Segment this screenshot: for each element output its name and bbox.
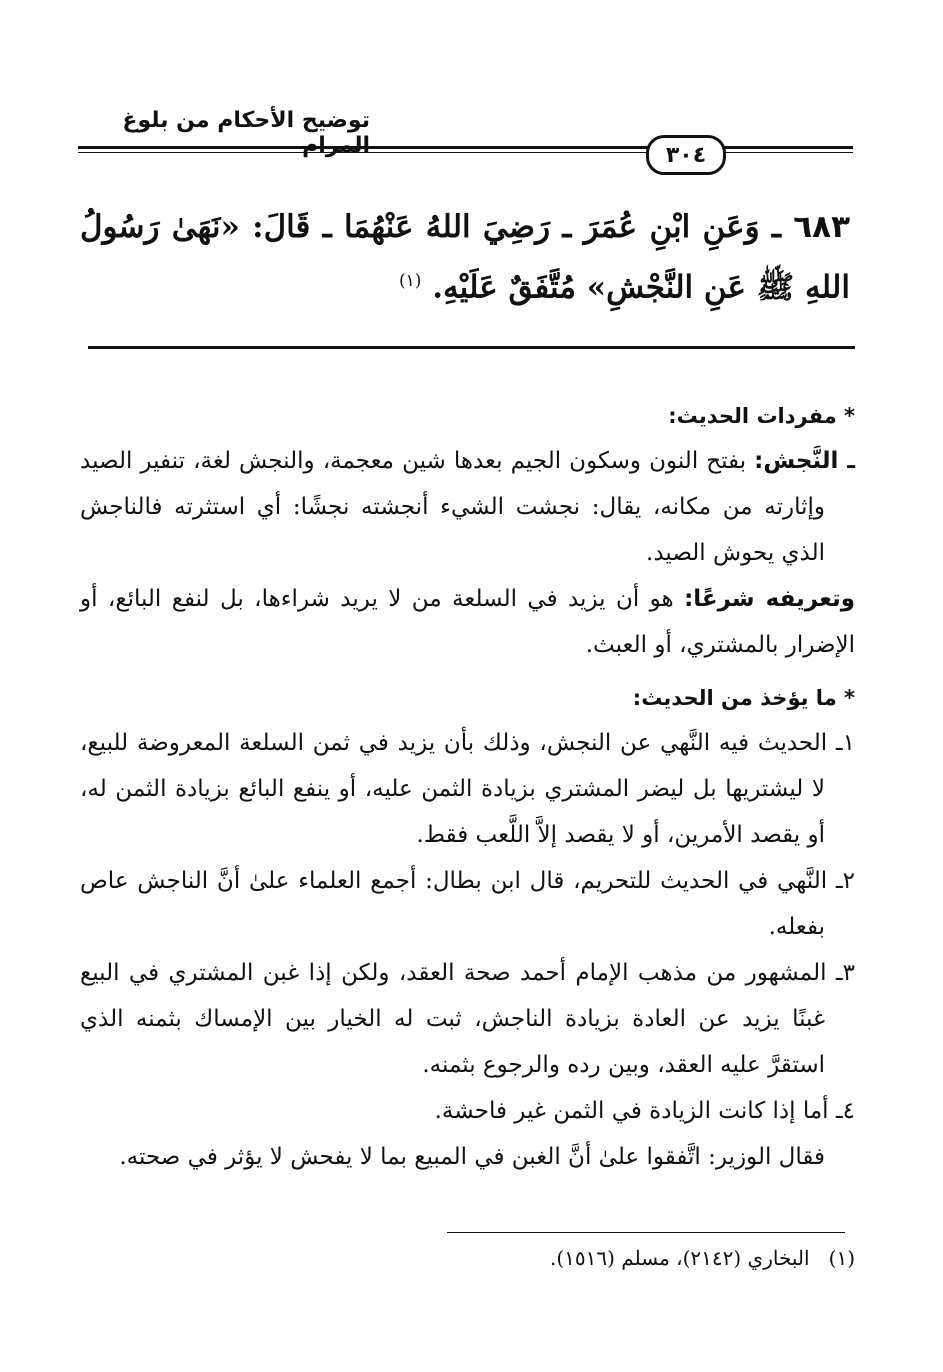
definition-najsh (80, 438, 855, 576)
footnote-text: البخاري (٢١٤٢)، مسلم (١٥١٦). (550, 1246, 810, 1270)
hadith-dash: ـ (771, 209, 781, 245)
page-number-text: ٣٠٤ (665, 142, 707, 168)
definition-sharia (80, 576, 855, 668)
lesson-closing: فقال الوزير: اتَّفقوا علىٰ أنَّ الغبن في المبيع بما لا يفحش لا يؤثر في صحته. (119, 1144, 825, 1170)
footnote (300, 1246, 855, 1270)
footnote-marker: (١) (828, 1246, 855, 1270)
hadith-separator (88, 346, 855, 349)
lesson-item: ٤ـ أما إذا كانت الزيادة في الثمن غير فاحشة. (434, 1098, 855, 1124)
definition-sharia-text: هو أن يزيد في السلعة من لا يريد شراءها، بل لنفع البائع، أو الإضرار بالمشتري، أو العبث. (80, 586, 855, 658)
vocabulary-section (80, 394, 855, 668)
book-title: توضيح الأحكام من بلوغ (122, 108, 370, 133)
definition-najsh-text: بفتح النون وسكون الجيم بعدها شين معجمة، والنجش لغة، تنفير الصيد وإثارته من مكانه، يقال: نجشت الشيء أنجشته نجشًا: أي استثرته فالناجش الذي يحوش الصيد. (80, 448, 825, 566)
hadith-number: ٦٨٣ (793, 209, 850, 245)
lesson-item: ٢ـ النَّهي في الحديث للتحريم، قال ابن بطال: أجمع العلماء علىٰ أنَّ الناجش عاص بفعله. (80, 868, 855, 940)
page-number (646, 135, 726, 175)
header-rule (78, 146, 853, 149)
lesson-item: ١ـ الحديث فيه النَّهي عن النجش، وذلك بأن يزيد في ثمن السلعة المعروضة للبيع، لا ليشتريها بل ليضر المشتري بزيادة الثمن عليه، أو ينفع البائع بزيادة الثمن له، أو يقصد الأمرين، أو لا يقصد إلاَّ اللَّعب فقط. (80, 730, 855, 848)
term-najsh: ـ النَّجش: (754, 448, 855, 474)
hadith-text-block (80, 200, 850, 314)
header-rule-thin (78, 152, 853, 153)
section-heading-lessons: * ما يؤخذ من الحديث: (632, 686, 855, 710)
hadith-footnote-marker: (١) (398, 271, 422, 291)
lesson-item: ٣ـ المشهور من مذهب الإمام أحمد صحة العقد، ولكن إذا غبن المشتري في البيع غبنًا يزيد عن العادة بزيادة الناجش، ثبت له الخيار بين الإمساك بثمنه الذي استقرَّ عليه العقد، وبين رده والرجوع بثمنه. (80, 960, 855, 1078)
hadith-text: وَعَنِ ابْنِ عُمَرَ ـ رَضِيَ اللهُ عَنْهُمَا ـ قَالَ: «نَهَىٰ رَسُولُ اللهِ ﷺ عَنِ النَّجْشِ» مُتَّفَقٌ عَلَيْهِ. (80, 209, 850, 306)
term-sharia-definition: وتعريفه شرعًا: (684, 586, 855, 612)
footnote-rule (447, 1232, 845, 1233)
lessons-section (80, 676, 855, 1180)
section-heading-vocabulary: * مفردات الحديث: (668, 404, 855, 428)
